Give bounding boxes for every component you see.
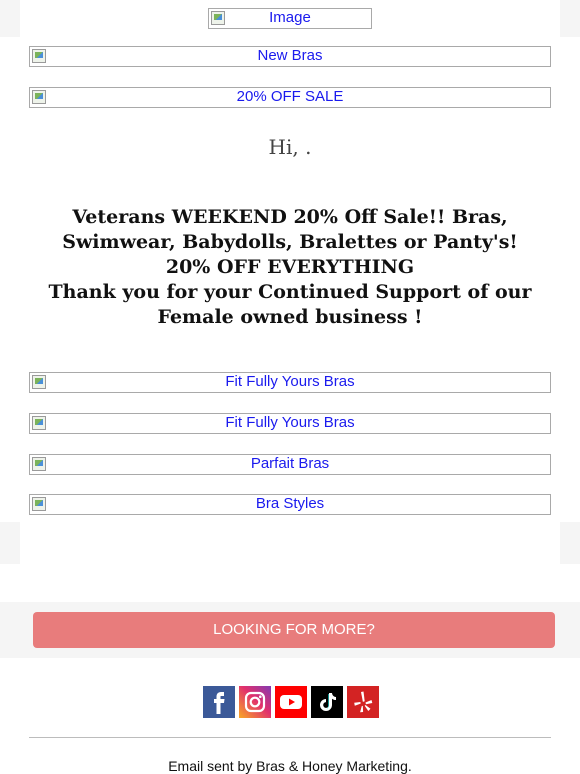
product-link-alt: Fit Fully Yours Bras (225, 373, 355, 390)
sale-banner-alt: 20% OFF SALE (236, 88, 344, 105)
product-link-image[interactable] (29, 454, 551, 475)
right-gutter (560, 522, 580, 564)
left-gutter (0, 522, 20, 564)
facebook-icon[interactable] (203, 686, 235, 718)
new-bras-banner[interactable] (29, 46, 551, 67)
product-link-alt: Bra Styles (255, 495, 325, 512)
new-bras-alt: New Bras (257, 47, 323, 64)
product-link-alt: Fit Fully Yours Bras (225, 414, 355, 431)
right-gutter (560, 0, 580, 37)
headline-line: Thank you for your Continued Support of our (48, 281, 532, 303)
broken-image-icon (32, 375, 46, 389)
sale-headline (40, 205, 540, 330)
yelp-icon[interactable] (347, 686, 379, 718)
product-link-image[interactable] (29, 372, 551, 393)
looking-for-more-button[interactable]: LOOKING FOR MORE? (33, 612, 555, 648)
headline-line: Veterans WEEKEND 20% Off Sale!! Bras, (72, 206, 508, 228)
youtube-icon[interactable] (275, 686, 307, 718)
footer-divider (29, 737, 551, 738)
broken-image-icon (32, 416, 46, 430)
product-link-image[interactable] (29, 413, 551, 434)
headline-line: Female owned business ! (157, 306, 423, 328)
broken-image-icon (32, 49, 46, 63)
broken-image-icon (32, 457, 46, 471)
greeting-text: Hi, . (268, 135, 312, 159)
headline-line: 20% OFF EVERYTHING (165, 256, 415, 278)
instagram-icon[interactable] (239, 686, 271, 718)
product-link-alt: Parfait Bras (250, 455, 330, 472)
product-link-image[interactable] (29, 494, 551, 515)
tiktok-icon[interactable] (311, 686, 343, 718)
social-links (203, 686, 379, 718)
broken-image-icon (32, 497, 46, 511)
header-image-alt: Image (269, 9, 311, 26)
header-image[interactable] (208, 8, 372, 29)
broken-image-icon (32, 90, 46, 104)
footer-text: Email sent by Bras & Honey Marketing. (168, 758, 412, 774)
broken-image-icon (211, 11, 225, 25)
sale-banner[interactable] (29, 87, 551, 108)
headline-line: Swimwear, Babydolls, Bralettes or Panty's! (62, 231, 518, 253)
left-gutter (0, 0, 20, 37)
